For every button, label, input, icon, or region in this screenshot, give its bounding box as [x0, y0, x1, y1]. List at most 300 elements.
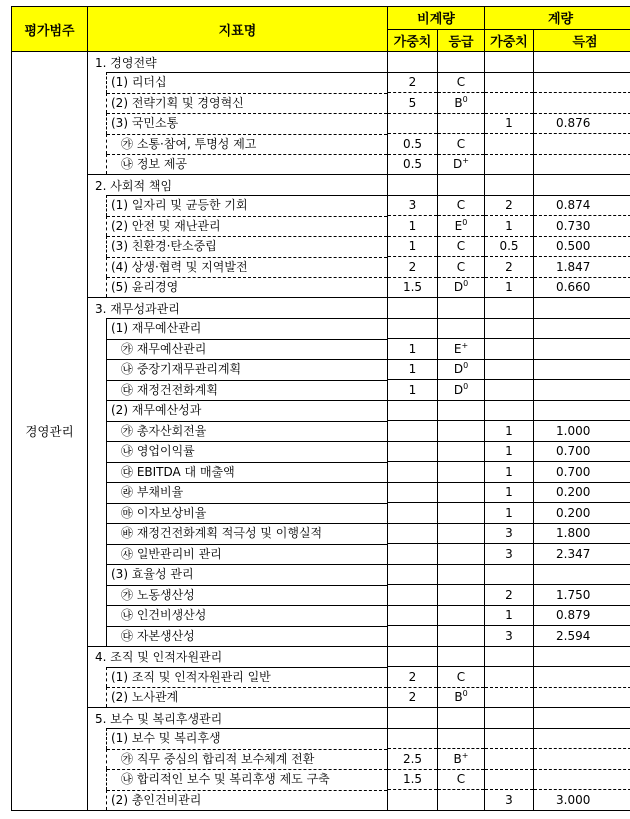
grade-letter: C [456, 772, 466, 787]
grade-cell [438, 216, 485, 237]
quant-weight-cell [485, 646, 534, 667]
indicator-cell [88, 93, 388, 114]
nonquant-weight-cell [388, 564, 438, 585]
table-row [12, 318, 630, 339]
detail-item-label: ㉯ 중장기재무관리계획 [107, 359, 387, 380]
table-row [12, 277, 630, 298]
grade-cell [438, 134, 485, 155]
indent-gutter [88, 72, 107, 93]
score-cell: 0.874 [534, 195, 630, 216]
indicator-cell [88, 298, 388, 319]
score-cell: 1.847 [534, 257, 630, 278]
score-cell: 0.200 [534, 503, 630, 524]
table-row [12, 154, 630, 175]
header-non-quantitative: 비계량 [388, 7, 485, 30]
table-row [12, 605, 630, 626]
nonquant-weight-cell [388, 175, 438, 196]
nonquant-weight-cell: 1.5 [388, 769, 438, 790]
score-cell: 0.660 [534, 277, 630, 298]
table-row [12, 380, 630, 401]
grade-cell [438, 298, 485, 319]
nonquant-weight-cell [388, 318, 438, 339]
grade-cell [438, 687, 485, 708]
header-indicator: 지표명 [88, 7, 388, 52]
nonquant-weight-cell: 1 [388, 339, 438, 360]
nonquant-weight-cell: 2 [388, 687, 438, 708]
indicator-cell [88, 195, 388, 216]
detail-item-label: ㉲ 이자보상비율 [107, 503, 387, 524]
nonquant-weight-cell [388, 728, 438, 749]
detail-item-label: ㉰ 재정건전화계획 [107, 380, 387, 401]
indicator-cell [88, 503, 388, 524]
quant-weight-cell [485, 339, 534, 360]
indent-gutter [88, 544, 107, 565]
nonquant-weight-cell [388, 503, 438, 524]
indicator-cell [88, 400, 388, 421]
indent-gutter [88, 277, 107, 297]
score-cell [534, 646, 630, 667]
table-row [12, 175, 630, 196]
quant-weight-cell [485, 359, 534, 380]
grade-letter: D [453, 280, 464, 295]
indent-gutter [88, 728, 107, 749]
quant-weight-cell [485, 564, 534, 585]
grade-modifier: + [461, 340, 469, 350]
grade-cell [438, 441, 485, 462]
detail-item-label: ㉮ 재무예산관리 [107, 339, 387, 360]
quant-weight-cell: 3 [485, 626, 534, 647]
score-cell: 1.750 [534, 585, 630, 606]
nonquant-weight-cell [388, 585, 438, 606]
subitem-label: (3) 효율성 관리 [107, 564, 387, 585]
quant-weight-cell: 1 [485, 441, 534, 462]
detail-item-label: ㉮ 소통·참여, 투명성 제고 [107, 134, 387, 155]
grade-modifier: 0 [463, 361, 469, 371]
indicator-cell [88, 462, 388, 483]
grade-cell [438, 523, 485, 544]
indicator-cell [88, 482, 388, 503]
indicator-cell [88, 708, 388, 729]
grade-cell [438, 564, 485, 585]
grade-cell [438, 400, 485, 421]
indicator-cell [88, 564, 388, 585]
grade-cell [438, 646, 485, 667]
indicator-cell [88, 257, 388, 278]
grade-modifier: + [462, 156, 469, 166]
grade-letter: C [456, 75, 466, 90]
indent-gutter [88, 195, 107, 216]
quant-weight-cell [485, 93, 534, 114]
detail-item-label: ㉮ 노동생산성 [107, 585, 387, 606]
indent-gutter [88, 564, 107, 585]
grade-letter: B [454, 690, 463, 705]
quant-weight-cell: 2 [485, 585, 534, 606]
grade-cell [438, 749, 485, 770]
indicator-cell [88, 216, 388, 237]
indicator-cell [88, 646, 388, 667]
section-title: 5. 보수 및 복리후생관리 [95, 711, 223, 726]
indicator-cell [88, 72, 388, 93]
section-title: 1. 경영전략 [95, 55, 157, 70]
section-title: 4. 조직 및 인적자원관리 [95, 650, 223, 664]
indent-gutter [88, 257, 107, 278]
nonquant-weight-cell [388, 113, 438, 134]
grade-cell [438, 482, 485, 503]
indent-gutter [88, 339, 107, 360]
grade-letter: C [456, 198, 466, 213]
grade-cell [438, 769, 485, 790]
detail-item-label: ㉮ 직무 중심의 합리적 보수체계 전환 [107, 749, 387, 770]
indicator-cell [88, 790, 388, 811]
score-cell [534, 728, 630, 749]
nonquant-weight-cell: 2 [388, 72, 438, 93]
score-cell [534, 380, 630, 401]
indent-gutter [88, 154, 107, 174]
grade-cell [438, 421, 485, 442]
table-row [12, 749, 630, 770]
table-row [12, 400, 630, 421]
score-cell [534, 52, 630, 73]
score-cell [534, 769, 630, 790]
indent-gutter [88, 687, 107, 707]
subitem-label: (3) 친환경·탄소중립 [107, 236, 387, 257]
grade-letter: E [453, 341, 462, 356]
score-cell: 1.800 [534, 523, 630, 544]
indent-gutter [88, 236, 107, 257]
quant-weight-cell: 1 [485, 277, 534, 298]
score-cell [534, 749, 630, 770]
detail-item-label: ㉮ 총자산회전율 [107, 421, 387, 442]
grade-modifier: 0 [463, 279, 469, 289]
indent-gutter [88, 626, 107, 646]
detail-item-label: ㉳ 재정건전화계획 적극성 및 이행실적 [107, 523, 387, 544]
table-row [12, 462, 630, 483]
table-row [12, 421, 630, 442]
indent-gutter [88, 605, 107, 626]
grade-letter: C [456, 239, 466, 254]
nonquant-weight-cell [388, 646, 438, 667]
table-row [12, 359, 630, 380]
detail-item-label: ㉯ 인건비생산성 [107, 605, 387, 626]
indent-gutter [88, 585, 107, 606]
indicator-cell [88, 359, 388, 380]
nonquant-weight-cell [388, 441, 438, 462]
score-cell [534, 400, 630, 421]
detail-item-label: ㉰ EBITDA 대 매출액 [107, 462, 387, 483]
nonquant-weight-cell: 1 [388, 359, 438, 380]
grade-letter: B [454, 95, 463, 110]
grade-cell [438, 52, 485, 73]
score-cell [534, 175, 630, 196]
table-row [12, 113, 630, 134]
grade-modifier: 0 [462, 689, 468, 699]
header-score: 득점 [534, 29, 630, 52]
quant-weight-cell: 1 [485, 462, 534, 483]
detail-item-label: ㉱ 부채비율 [107, 482, 387, 503]
indicator-cell [88, 52, 388, 73]
detail-item-label: ㉯ 영업이익률 [107, 441, 387, 462]
grade-cell [438, 790, 485, 811]
grade-modifier: 0 [462, 217, 468, 227]
indicator-cell [88, 544, 388, 565]
table-row [12, 503, 630, 524]
indent-gutter [88, 113, 107, 134]
subitem-label: (2) 총인건비관리 [107, 790, 387, 810]
grade-cell [438, 708, 485, 729]
indent-gutter [88, 667, 107, 688]
indicator-cell [88, 667, 388, 688]
indent-gutter [88, 749, 107, 770]
quant-weight-cell [485, 400, 534, 421]
nonquant-weight-cell [388, 482, 438, 503]
grade-cell [438, 175, 485, 196]
indicator-cell [88, 134, 388, 155]
detail-item-label: ㉴ 일반관리비 관리 [107, 544, 387, 565]
indent-gutter [88, 134, 107, 155]
indicator-cell [88, 318, 388, 339]
section-title: 2. 사회적 책임 [95, 178, 173, 193]
score-cell: 0.879 [534, 605, 630, 626]
table-row [12, 728, 630, 749]
indicator-cell [88, 749, 388, 770]
table-row [12, 93, 630, 114]
indicator-cell [88, 236, 388, 257]
header-quantitative: 계량 [485, 7, 630, 30]
grade-cell [438, 359, 485, 380]
subitem-label: (1) 보수 및 복리후생 [107, 728, 387, 749]
table-row [12, 790, 630, 811]
grade-cell [438, 585, 485, 606]
subitem-label: (3) 국민소통 [107, 113, 387, 134]
indicator-cell [88, 154, 388, 175]
nonquant-weight-cell [388, 52, 438, 73]
grade-cell [438, 667, 485, 688]
quant-weight-cell: 1 [485, 482, 534, 503]
indicator-cell [88, 339, 388, 360]
subitem-label: (1) 재무예산관리 [107, 318, 387, 339]
section-title: 3. 재무성과관리 [95, 301, 180, 316]
nonquant-weight-cell [388, 400, 438, 421]
table-row [12, 339, 630, 360]
quant-weight-cell [485, 749, 534, 770]
indicator-cell [88, 605, 388, 626]
score-cell: 0.500 [534, 236, 630, 257]
indent-gutter [88, 769, 107, 790]
quant-weight-cell: 2 [485, 195, 534, 216]
subitem-label: (1) 일자리 및 균등한 기회 [107, 195, 387, 216]
nonquant-weight-cell: 3 [388, 195, 438, 216]
grade-cell [438, 236, 485, 257]
table-row [12, 236, 630, 257]
score-cell [534, 359, 630, 380]
grade-cell [438, 503, 485, 524]
score-cell: 3.000 [534, 790, 630, 811]
grade-cell [438, 93, 485, 114]
subitem-label: (2) 재무예산성과 [107, 400, 387, 421]
quant-weight-cell [485, 687, 534, 708]
grade-modifier: + [461, 750, 469, 760]
quant-weight-cell: 1 [485, 113, 534, 134]
table-row [12, 523, 630, 544]
nonquant-weight-cell [388, 708, 438, 729]
quant-weight-cell: 1 [485, 421, 534, 442]
grade-modifier: 0 [462, 94, 468, 104]
score-cell: 0.700 [534, 441, 630, 462]
subitem-label: (2) 안전 및 재난관리 [107, 216, 387, 237]
indent-gutter [88, 790, 107, 810]
quant-weight-cell [485, 728, 534, 749]
table-row [12, 134, 630, 155]
nonquant-weight-cell: 0.5 [388, 154, 438, 175]
indent-gutter [88, 380, 107, 401]
table-row [12, 195, 630, 216]
indent-gutter [88, 503, 107, 524]
indicator-cell [88, 728, 388, 749]
table-row [12, 441, 630, 462]
grade-cell [438, 113, 485, 134]
indicator-cell [88, 585, 388, 606]
grade-cell [438, 605, 485, 626]
indicator-cell [88, 277, 388, 298]
score-cell [534, 318, 630, 339]
score-cell: 0.876 [534, 113, 630, 134]
table-row [12, 544, 630, 565]
nonquant-weight-cell [388, 523, 438, 544]
indent-gutter [88, 482, 107, 503]
indicator-cell [88, 113, 388, 134]
category-cell: 경영관리 [12, 52, 88, 811]
indent-gutter [88, 421, 107, 442]
nonquant-weight-cell [388, 544, 438, 565]
grade-cell [438, 544, 485, 565]
nonquant-weight-cell [388, 790, 438, 811]
grade-cell [438, 72, 485, 93]
grade-modifier: 0 [463, 381, 469, 391]
quant-weight-cell [485, 298, 534, 319]
table-row [12, 482, 630, 503]
nonquant-weight-cell: 1.5 [388, 277, 438, 298]
grade-letter: C [456, 669, 466, 684]
nonquant-weight-cell [388, 298, 438, 319]
table-row [12, 257, 630, 278]
score-cell [534, 339, 630, 360]
subitem-label: (2) 전략기획 및 경영혁신 [107, 93, 387, 114]
quant-weight-cell: 3 [485, 790, 534, 811]
score-cell [534, 298, 630, 319]
quant-weight-cell: 1 [485, 216, 534, 237]
table-row [12, 564, 630, 585]
grade-cell [438, 154, 485, 175]
indicator-cell [88, 380, 388, 401]
nonquant-weight-cell: 5 [388, 93, 438, 114]
indicator-cell [88, 175, 388, 196]
score-cell: 2.594 [534, 626, 630, 647]
detail-item-label: ㉰ 자본생산성 [107, 626, 387, 646]
header-category: 평가범주 [12, 7, 88, 52]
quant-weight-cell: 1 [485, 605, 534, 626]
table-row [12, 769, 630, 790]
indicator-cell [88, 441, 388, 462]
nonquant-weight-cell: 2.5 [388, 749, 438, 770]
indent-gutter [88, 441, 107, 462]
score-cell [534, 667, 630, 688]
table-row [12, 585, 630, 606]
indicator-cell [88, 626, 388, 647]
grade-cell [438, 277, 485, 298]
quant-weight-cell [485, 52, 534, 73]
score-cell [534, 687, 630, 708]
grade-cell [438, 195, 485, 216]
table-body [12, 52, 630, 811]
detail-item-label: ㉯ 합리적인 보수 및 복리후생 제도 구축 [107, 769, 387, 790]
subitem-label: (4) 상생·협력 및 지역발전 [107, 257, 387, 278]
table-row [12, 708, 630, 729]
quant-weight-cell [485, 72, 534, 93]
quant-weight-cell [485, 708, 534, 729]
nonquant-weight-cell [388, 421, 438, 442]
score-cell [534, 154, 630, 175]
detail-item-label: ㉯ 정보 제공 [107, 154, 387, 174]
indicator-cell [88, 769, 388, 790]
table-row [12, 687, 630, 708]
header-row-1 [12, 7, 630, 30]
quant-weight-cell [485, 667, 534, 688]
nonquant-weight-cell [388, 462, 438, 483]
subitem-label: (5) 윤리경영 [107, 277, 387, 297]
quant-weight-cell [485, 769, 534, 790]
grade-letter: B [453, 751, 462, 766]
nonquant-weight-cell: 1 [388, 380, 438, 401]
indent-gutter [88, 523, 107, 544]
table-row [12, 52, 630, 73]
indent-gutter [88, 216, 107, 237]
table-row [12, 667, 630, 688]
score-cell [534, 564, 630, 585]
quant-weight-cell [485, 318, 534, 339]
quant-weight-cell [485, 154, 534, 175]
nonquant-weight-cell: 2 [388, 257, 438, 278]
indent-gutter [88, 462, 107, 483]
quant-weight-cell: 3 [485, 523, 534, 544]
grade-letter: D [453, 382, 464, 397]
table-row [12, 298, 630, 319]
grade-letter: D [453, 362, 464, 377]
grade-letter: C [456, 259, 466, 274]
quant-weight-cell [485, 380, 534, 401]
quant-weight-cell: 3 [485, 544, 534, 565]
indent-gutter [88, 318, 107, 339]
nonquant-weight-cell: 1 [388, 236, 438, 257]
score-cell: 0.700 [534, 462, 630, 483]
score-cell [534, 93, 630, 114]
grade-cell [438, 626, 485, 647]
quant-weight-cell: 1 [485, 503, 534, 524]
score-cell: 1.000 [534, 421, 630, 442]
grade-letter: D [453, 157, 463, 172]
score-cell [534, 708, 630, 729]
score-cell [534, 72, 630, 93]
evaluation-indicator-table [11, 6, 630, 811]
indent-gutter [88, 400, 107, 421]
score-cell: 0.200 [534, 482, 630, 503]
quant-weight-cell: 2 [485, 257, 534, 278]
subitem-label: (1) 리더십 [107, 72, 387, 93]
score-cell: 0.730 [534, 216, 630, 237]
table-row [12, 626, 630, 647]
nonquant-weight-cell: 1 [388, 216, 438, 237]
quant-weight-cell [485, 175, 534, 196]
nonquant-weight-cell [388, 605, 438, 626]
